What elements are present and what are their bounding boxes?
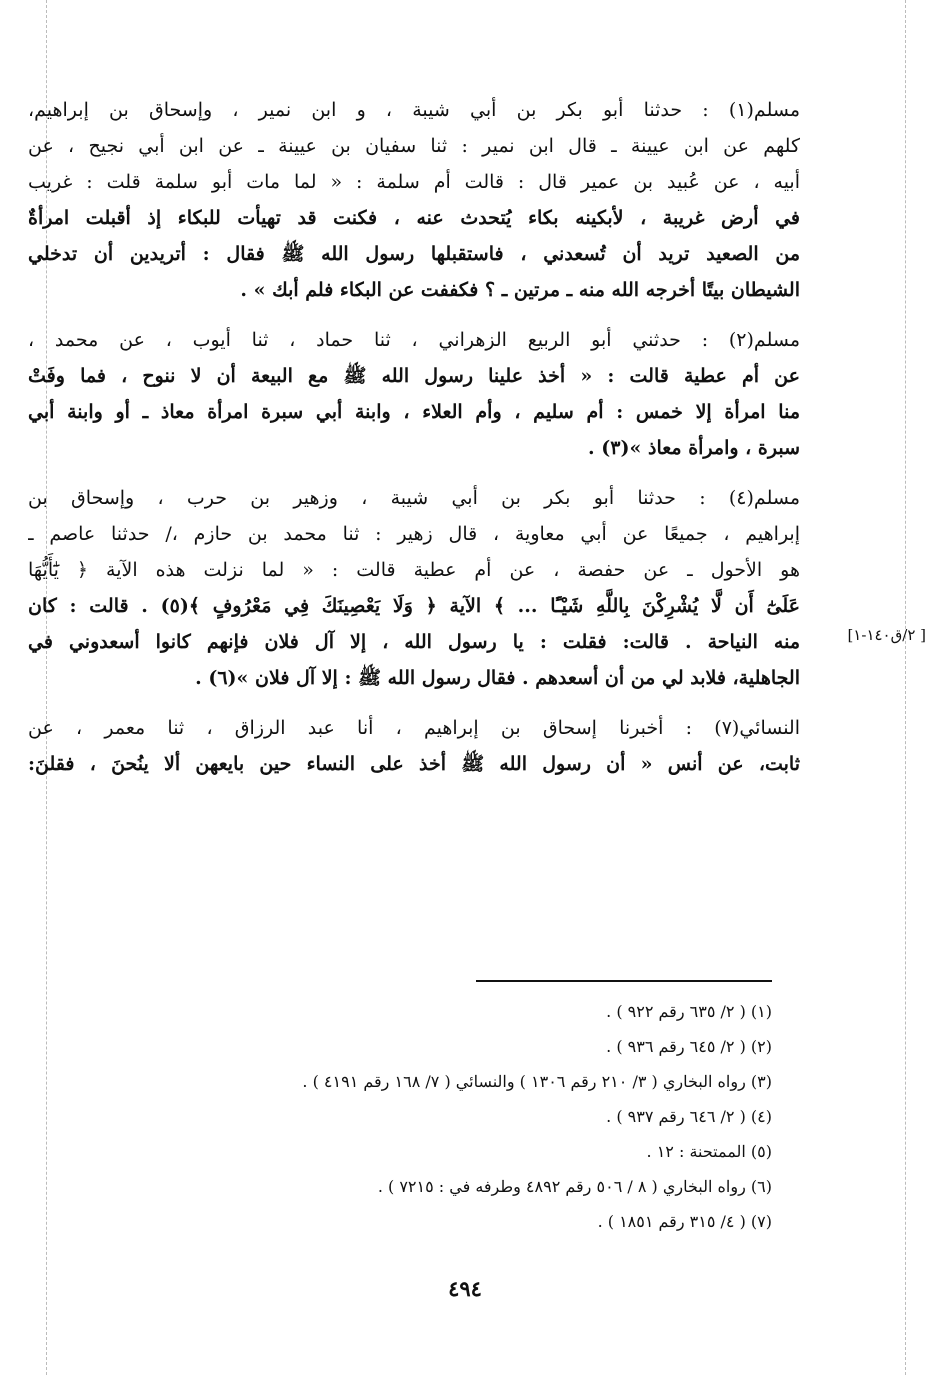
text-line: إبراهيم ، جميعًا عن أبي معاوية ، قال زهير : ثنا محمد بن حازم ،/ حدثنا عاصم ـ	[28, 523, 800, 545]
text-line: من الصعيد تريد أن تُسعدني ، فاستقبلها رسول الله ﷺ فقال : أتريدين أن تدخلي	[28, 243, 800, 265]
footnote: (٥) الممتحنة : ١٢ .	[646, 1142, 772, 1161]
footnotes	[120, 994, 772, 1239]
text-line: مسلم(٢) : حدثني أبو الربيع الزهراني ، ثنا حماد ، ثنا أيوب ، عن محمد ،	[28, 329, 800, 351]
footnote: (٧) ( ٤/ ٣١٥ رقم ١٨٥١ ) .	[597, 1212, 772, 1231]
text-line: ثابت، عن أنس « أن رسول الله ﷺ أخذ على النساء حين بايعهن ألا ينُحنَ ، فقلنَ:	[28, 753, 800, 775]
margin-folio-note: [ ٢/ق١٤٠-١]	[847, 626, 926, 644]
main-text	[28, 92, 800, 782]
text-line: كلهم عن ابن عيينة ـ قال ابن نمير : ثنا سفيان بن عيينة ـ عن ابن أبي نجيح ، عن	[28, 135, 800, 157]
text-line: الشيطان بيتًا أخرجه الله منه ـ مرتين ـ ؟ فكففت عن البكاء فلم أبك » .	[240, 279, 800, 301]
text-line: منا امرأة إلا خمس : أم سليم ، وأم العلاء ، وابنة أبي سبرة امرأة معاذ ـ أو وابنة أبي	[28, 401, 800, 423]
footnote: (٦) رواه البخاري ( ٨ / ٥٠٦ رقم ٤٨٩٢ وطرفه في : ٧٢١٥ ) .	[377, 1177, 772, 1196]
text-line: الجاهلية، فلابد لي من أن أسعدهم . فقال رسول الله ﷺ : إلا آل فلان »(٦) .	[195, 667, 800, 689]
text-line: في أرض غريبة ، لأبكينه بكاء يُتحدث عنه ، فكنت قد تهيأت للبكاء إذ أقبلت امرأةٌ	[28, 207, 800, 229]
text-line: هو الأحول ـ عن حفصة ، عن أم عطية قالت : « لما نزلت هذه الآية ﴿ يَٰٓأَيُّهَا	[28, 559, 800, 581]
text-line: النسائي(٧) : أخبرنا إسحاق بن إبراهيم ، أنا عبد الرزاق ، ثنا معمر ، عن	[28, 717, 800, 739]
footnote: (١) ( ٢/ ٦٣٥ رقم ٩٢٢ ) .	[606, 1002, 772, 1021]
text-line: أبيه ، عن عُبيد بن عمير قال : قالت أم سلمة : « لما مات أبو سلمة قلت : غريب	[28, 171, 800, 193]
text-line: مسلم(١) : حدثنا أبو بكر بن أبي شيبة ، و ابن نمير ، وإسحاق بن إبراهيم،	[28, 99, 800, 121]
text-line: سبرة ، وامرأة معاذ »(٣) .	[588, 437, 800, 459]
footnote: (٤) ( ٢/ ٦٤٦ رقم ٩٣٧ ) .	[606, 1107, 772, 1126]
scan-edge-right	[905, 0, 906, 1375]
text-line: عن أم عطية قالت : « أخذ علينا رسول الله ﷺ مع البيعة أن لا ننوح ، فما وفَتْ	[28, 365, 800, 387]
page-number: ٤٩٤	[448, 1276, 482, 1301]
text-line: عَلَىٰٓ أَن لَّا يُشْرِكْنَ بِاللَّهِ شَيْـًٔا ... ﴾ الآية ﴿ وَلَا يَعْصِينَكَ فِي مَعْرُوفٍ ﴾(٥) . قالت : كان	[28, 595, 800, 617]
text-line: منه النياحة . قالت: فقلت : يا رسول الله ، إلا آل فلان فإنهم كانوا أسعدوني في	[28, 631, 800, 653]
footnote: (٢) ( ٢/ ٦٤٥ رقم ٩٣٦ ) .	[606, 1037, 772, 1056]
footnote: (٣) رواه البخاري ( ٣/ ٢١٠ رقم ١٣٠٦ ) والنسائي ( ٧/ ١٦٨ رقم ٤١٩١ ) .	[302, 1072, 772, 1091]
footnote-separator	[476, 980, 772, 982]
text-line: مسلم(٤) : حدثنا أبو بكر بن أبي شيبة ، وزهير بن حرب ، وإسحاق بن	[28, 487, 800, 509]
